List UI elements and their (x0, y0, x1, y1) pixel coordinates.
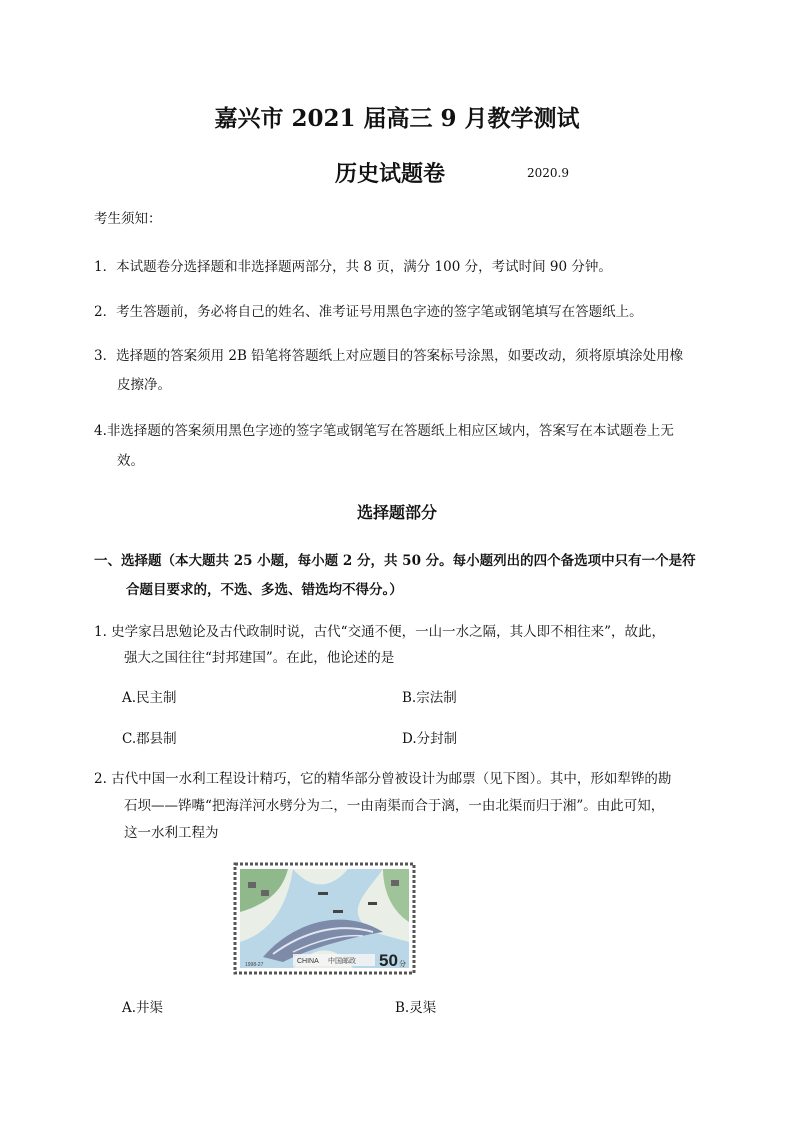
q1-option-c: C.郡县制 (122, 731, 177, 747)
part-heading-cont: 合题目要求的，不选、多选、错选均不得分。） (126, 582, 403, 598)
stamp-value: 50 (379, 951, 398, 970)
notice-item-3-cont: 皮擦净。 (117, 377, 171, 393)
stamp-code: 1998-27 (245, 962, 264, 968)
notice-item-3: 3．选择题的答案须用 2B 铅笔将答题纸上对应题目的答案标号涂黑，如要改动，须将原填涂处用橡 (94, 348, 684, 364)
notice-item-4-cont: 效。 (117, 453, 144, 469)
q1-option-d: D.分封制 (402, 731, 458, 747)
q1-stem: 1. 史学家吕思勉论及古代政制时说，古代“交通不便，一山一水之隔，其人即不相往来”，故此， (94, 624, 665, 640)
part-heading: 一、选择题（本大题共 25 小题，每小题 2 分，共 50 分。每小题列出的四个备选项中只有一个是符 (94, 553, 696, 569)
q2-option-a: A.井渠 (122, 1000, 164, 1016)
q2-option-b: B.灵渠 (395, 1000, 437, 1016)
stamp-unit: 分 (399, 960, 406, 968)
notice-heading: 考生须知： (94, 211, 162, 227)
q1-stem-cont: 强大之国往往“封邦建国”。在此，他论述的是 (124, 650, 395, 666)
exam-date: 2020.9 (527, 166, 569, 180)
paper-subtitle: 历史试题卷 (335, 161, 446, 187)
lingqu-stamp-image (233, 862, 416, 975)
q2-stem-cont-1: 石坝——铧嘴“把海洋河水劈分为二，一由南渠而合于漓，一由北渠而归于湘”。由此可知， (124, 798, 665, 814)
q1-option-b: B.宗法制 (402, 690, 457, 706)
notice-item-1: 1．本试题卷分选择题和非选择题两部分，共 8 页，满分 100 分，考试时间 90 分钟。 (94, 259, 612, 275)
stamp-country-cn: 中国邮政 (328, 957, 356, 965)
notice-item-2: 2．考生答题前，务必将自己的姓名、准考证号用黑色字迹的签字笔或钢笔填写在答题纸上。 (94, 304, 643, 320)
q2-stem-cont-2: 这一水利工程为 (124, 825, 219, 841)
section-title: 选择题部分 (356, 503, 437, 522)
exam-title: 嘉兴市 2021 届高三 9 月教学测试 (214, 105, 580, 132)
q1-option-a: A.民主制 (122, 690, 177, 706)
notice-item-4: 4.非选择题的答案须用黑色字迹的签字笔或钢笔写在答题纸上相应区域内，答案写在本试题卷上无 (94, 423, 674, 439)
stamp-country: CHINA (297, 958, 319, 965)
q2-stem: 2. 古代中国一水利工程设计精巧，它的精华部分曾被设计为邮票（见下图）。其中，形如犁铧的勘 (94, 771, 672, 787)
